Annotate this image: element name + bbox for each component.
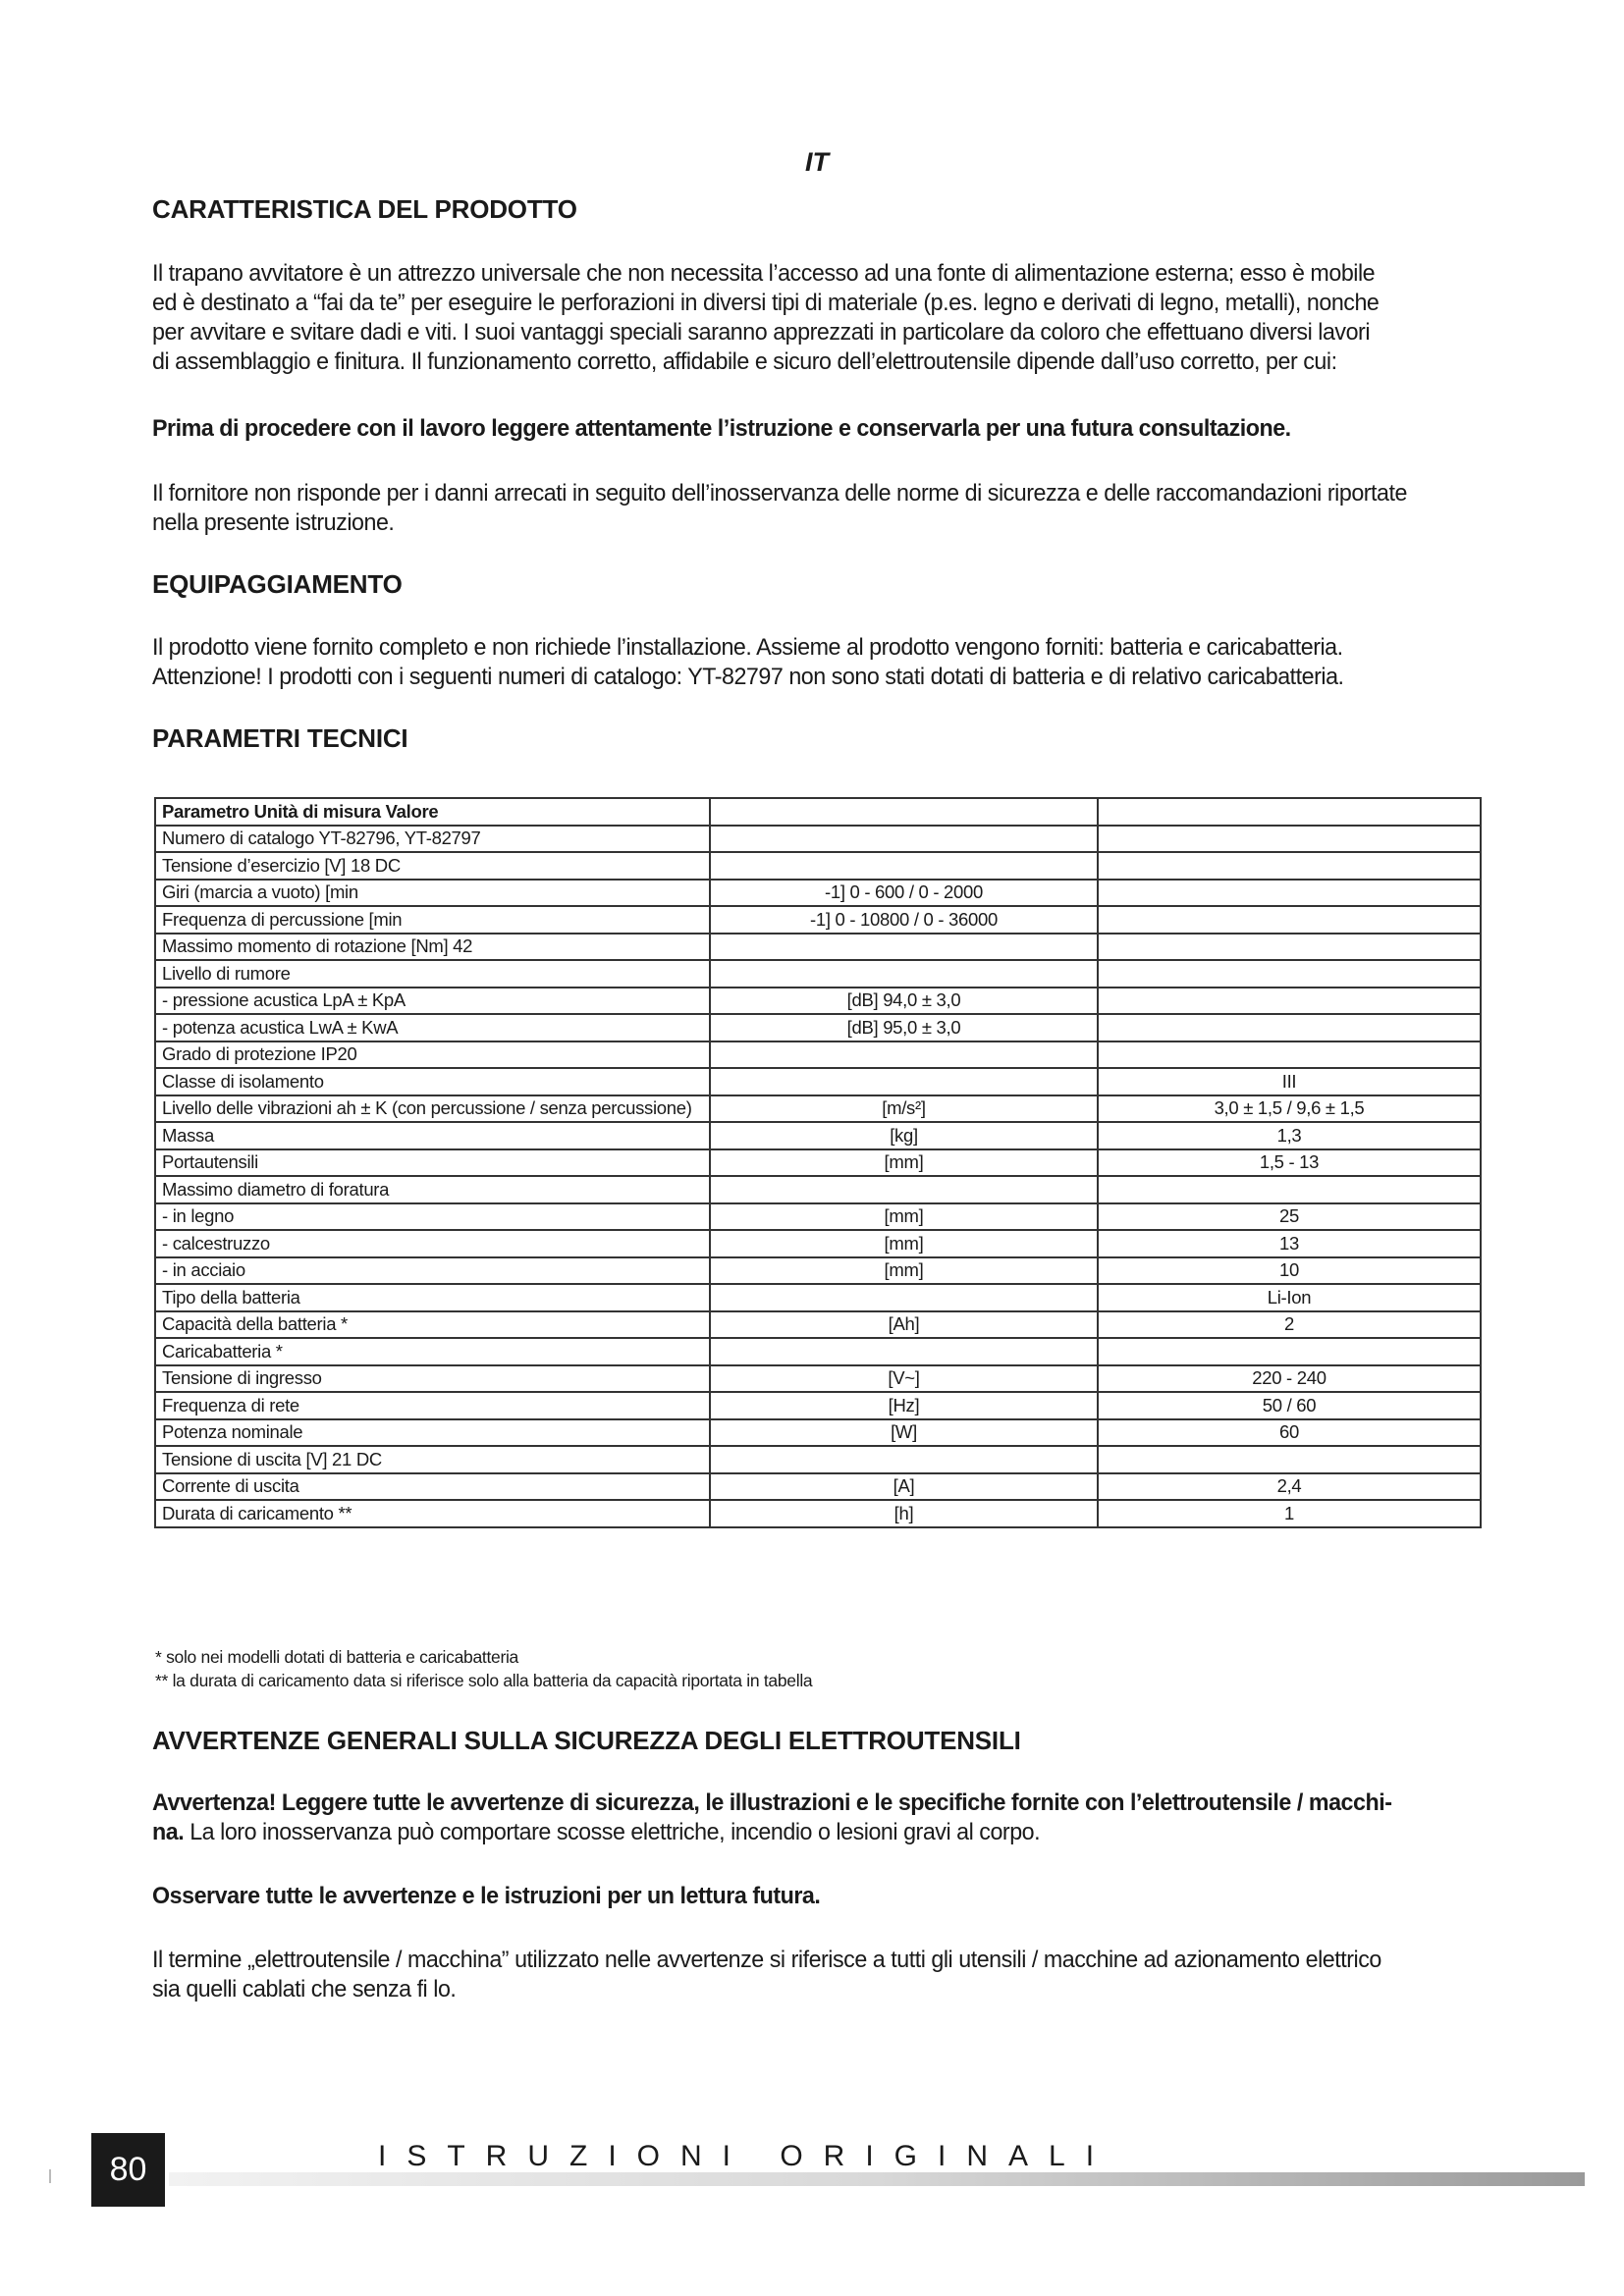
term-definition bbox=[152, 1946, 1421, 2004]
table-cell bbox=[1098, 960, 1481, 988]
observe-warnings: Osservare tutte le avvertenze e le istruzioni per un lettura futura. bbox=[152, 1883, 821, 1909]
table-cell bbox=[710, 852, 1098, 880]
table-cell: 1 bbox=[1098, 1500, 1481, 1527]
table-cell: Frequenza di percussione [min bbox=[155, 906, 710, 934]
table-cell: 2,4 bbox=[1098, 1473, 1481, 1501]
table-row bbox=[155, 1284, 1481, 1311]
section-title-safety: AVVERTENZE GENERALI SULLA SICUREZZA DEGLI ELETTROUTENSILI bbox=[152, 1726, 1021, 1755]
technical-parameters-table bbox=[154, 797, 1482, 1528]
table-cell: 1,5 - 13 bbox=[1098, 1149, 1481, 1177]
table-cell: [mm] bbox=[710, 1149, 1098, 1177]
table-row bbox=[155, 1338, 1481, 1365]
table-cell: [mm] bbox=[710, 1257, 1098, 1285]
text-line: Il prodotto viene fornito completo e non richiede l’installazione. Assieme al prodotto vengono forniti: batteria e caricabatteria. bbox=[152, 634, 1343, 661]
table-cell: - potenza acustica LwA ± KwA bbox=[155, 1014, 710, 1041]
table-row bbox=[155, 798, 1481, 826]
text-line: nella presente istruzione. bbox=[152, 509, 395, 536]
table-cell: 2 bbox=[1098, 1311, 1481, 1339]
text-line: Attenzione! I prodotti con i seguenti numeri di catalogo: YT-82797 non sono stati dotati di batteria e di relativo caricabatteria. bbox=[152, 664, 1344, 690]
table-cell bbox=[710, 1446, 1098, 1473]
table-row bbox=[155, 852, 1481, 880]
table-cell bbox=[710, 1338, 1098, 1365]
table-row bbox=[155, 1392, 1481, 1419]
table-row bbox=[155, 1446, 1481, 1473]
table-cell bbox=[1098, 852, 1481, 880]
table-cell bbox=[1098, 934, 1481, 961]
table-cell: Durata di caricamento ** bbox=[155, 1500, 710, 1527]
section-title-product: CARATTERISTICA DEL PRODOTTO bbox=[152, 194, 577, 224]
table-row bbox=[155, 1203, 1481, 1231]
table-cell: - in acciaio bbox=[155, 1257, 710, 1285]
table-row bbox=[155, 880, 1481, 907]
text-line: di assemblaggio e finitura. Il funzionamento corretto, affidabile e sicuro dell’elettroutensile dipende dall’uso corretto, per cui: bbox=[152, 348, 1337, 375]
table-cell: 220 - 240 bbox=[1098, 1365, 1481, 1393]
table-cell bbox=[1098, 798, 1481, 826]
text-line: Il fornitore non risponde per i danni arrecati in seguito dell’inosservanza delle norme di sicurezza e delle raccomandazioni riportate bbox=[152, 480, 1407, 507]
table-row bbox=[155, 826, 1481, 853]
product-description bbox=[152, 259, 1421, 377]
table-row bbox=[155, 1365, 1481, 1393]
table-cell: Massimo diametro di foratura bbox=[155, 1176, 710, 1203]
table-cell: [mm] bbox=[710, 1230, 1098, 1257]
table-cell bbox=[1098, 1446, 1481, 1473]
margin-tick bbox=[49, 2169, 51, 2183]
table-row bbox=[155, 1311, 1481, 1339]
table-row bbox=[155, 1068, 1481, 1095]
supplier-disclaimer bbox=[152, 479, 1421, 538]
table-cell bbox=[710, 1041, 1098, 1069]
section-title-equipment: EQUIPAGGIAMENTO bbox=[152, 569, 403, 599]
table-row bbox=[155, 1041, 1481, 1069]
table-cell: [W] bbox=[710, 1419, 1098, 1447]
table-cell: [kg] bbox=[710, 1122, 1098, 1149]
table-cell bbox=[1098, 1014, 1481, 1041]
table-cell bbox=[710, 1176, 1098, 1203]
table-cell: Tensione d’esercizio [V] 18 DC bbox=[155, 852, 710, 880]
table-cell bbox=[1098, 1041, 1481, 1069]
table-cell: [Ah] bbox=[710, 1311, 1098, 1339]
table-cell: Li-Ion bbox=[1098, 1284, 1481, 1311]
table-cell bbox=[710, 798, 1098, 826]
table-cell: [Hz] bbox=[710, 1392, 1098, 1419]
table-row bbox=[155, 1122, 1481, 1149]
table-row bbox=[155, 1473, 1481, 1501]
read-instructions-note: Prima di procedere con il lavoro leggere attentamente l’istruzione e conservarla per una futura consultazione. bbox=[152, 415, 1291, 442]
table-cell: Frequenza di rete bbox=[155, 1392, 710, 1419]
table-cell: 10 bbox=[1098, 1257, 1481, 1285]
table-cell: [h] bbox=[710, 1500, 1098, 1527]
table-cell bbox=[1098, 826, 1481, 853]
table-cell bbox=[1098, 1338, 1481, 1365]
table-cell: 50 / 60 bbox=[1098, 1392, 1481, 1419]
table-cell: - pressione acustica LpA ± KpA bbox=[155, 988, 710, 1015]
table-cell bbox=[710, 934, 1098, 961]
table-cell: III bbox=[1098, 1068, 1481, 1095]
table-row bbox=[155, 1176, 1481, 1203]
equipment-description bbox=[152, 633, 1421, 692]
text-line: sia quelli cablati che senza fi lo. bbox=[152, 1976, 457, 2002]
table-cell: Tensione di ingresso bbox=[155, 1365, 710, 1393]
table-cell: Capacità della batteria * bbox=[155, 1311, 710, 1339]
table-cell: [dB] 95,0 ± 3,0 bbox=[710, 1014, 1098, 1041]
table-cell: 60 bbox=[1098, 1419, 1481, 1447]
table-cell bbox=[1098, 988, 1481, 1015]
table-cell bbox=[710, 1284, 1098, 1311]
table-cell: Livello delle vibrazioni ah ± K (con percussione / senza percussione) bbox=[155, 1095, 710, 1123]
table-cell bbox=[1098, 880, 1481, 907]
table-cell: 1,3 bbox=[1098, 1122, 1481, 1149]
table-cell: - in legno bbox=[155, 1203, 710, 1231]
table-cell: Portautensili bbox=[155, 1149, 710, 1177]
table-cell: -1] 0 - 10800 / 0 - 36000 bbox=[710, 906, 1098, 934]
table-cell bbox=[710, 960, 1098, 988]
language-label: IT bbox=[805, 147, 829, 177]
table-row bbox=[155, 1149, 1481, 1177]
table-row bbox=[155, 1419, 1481, 1447]
table-cell: Massa bbox=[155, 1122, 710, 1149]
table-cell: Livello di rumore bbox=[155, 960, 710, 988]
text-line: ed è destinato a “fai da te” per eseguire le perforazioni in diversi tipi di materiale (p.es. legno e derivati di legno, metalli), nonche bbox=[152, 290, 1380, 316]
table-cell bbox=[710, 1068, 1098, 1095]
table-cell: -1] 0 - 600 / 0 - 2000 bbox=[710, 880, 1098, 907]
table-cell: Tensione di uscita [V] 21 DC bbox=[155, 1446, 710, 1473]
table-cell: [mm] bbox=[710, 1203, 1098, 1231]
table-cell bbox=[1098, 906, 1481, 934]
table-cell bbox=[710, 826, 1098, 853]
table-cell: 25 bbox=[1098, 1203, 1481, 1231]
text-line: per avvitare e svitare dadi e viti. I suoi vantaggi speciali saranno apprezzati in particolare da coloro che effettuano diversi lavori bbox=[152, 319, 1371, 346]
text-line: Il trapano avvitatore è un attrezzo universale che non necessita l’accesso ad una fonte di alimentazione esterna; esso è mobile bbox=[152, 260, 1376, 287]
table-cell: [A] bbox=[710, 1473, 1098, 1501]
table-cell: [V~] bbox=[710, 1365, 1098, 1393]
table-cell: Tipo della batteria bbox=[155, 1284, 710, 1311]
footnote-battery: * solo nei modelli dotati di batteria e caricabatteria bbox=[155, 1647, 518, 1667]
table-row bbox=[155, 960, 1481, 988]
table-row bbox=[155, 1257, 1481, 1285]
table-cell: Massimo momento di rotazione [Nm] 42 bbox=[155, 934, 710, 961]
table-cell: 13 bbox=[1098, 1230, 1481, 1257]
table-row bbox=[155, 988, 1481, 1015]
footer-title: ISTRUZIONI ORIGINALI bbox=[378, 2140, 1115, 2172]
table-cell: Numero di catalogo YT-82796, YT-82797 bbox=[155, 826, 710, 853]
table-row bbox=[155, 1014, 1481, 1041]
table-cell: Classe di isolamento bbox=[155, 1068, 710, 1095]
table-row bbox=[155, 1095, 1481, 1123]
warning-bold-line: Avvertenza! Leggere tutte le avvertenze di sicurezza, le illustrazioni e le specifiche fornite con l’elettroutensile / macchi- bbox=[152, 1789, 1392, 1816]
table-cell: Grado di protezione IP20 bbox=[155, 1041, 710, 1069]
section-title-technical: PARAMETRI TECNICI bbox=[152, 723, 408, 753]
table-cell bbox=[1098, 1176, 1481, 1203]
page-number: 80 bbox=[91, 2133, 165, 2207]
table-cell: - calcestruzzo bbox=[155, 1230, 710, 1257]
table-cell: Giri (marcia a vuoto) [min bbox=[155, 880, 710, 907]
table-cell: Parametro Unità di misura Valore bbox=[155, 798, 710, 826]
table-cell: Caricabatteria * bbox=[155, 1338, 710, 1365]
warning-rest: La loro inosservanza può comportare scosse elettriche, incendio o lesioni gravi al corpo. bbox=[184, 1819, 1041, 1845]
table-row bbox=[155, 1500, 1481, 1527]
safety-warning bbox=[152, 1789, 1421, 1847]
footnote-charging: ** la durata di caricamento data si riferisce solo alla batteria da capacità riportata in tabella bbox=[155, 1671, 813, 1690]
warning-bold-end: na. bbox=[152, 1819, 185, 1845]
table-row bbox=[155, 1230, 1481, 1257]
table-cell: Corrente di uscita bbox=[155, 1473, 710, 1501]
table-cell: 3,0 ± 1,5 / 9,6 ± 1,5 bbox=[1098, 1095, 1481, 1123]
text-line: Il termine „elettroutensile / macchina” utilizzato nelle avvertenze si riferisce a tutti gli utensili / macchine ad azionamento elettrico bbox=[152, 1947, 1381, 1973]
table-row bbox=[155, 906, 1481, 934]
table-cell: [m/s²] bbox=[710, 1095, 1098, 1123]
table-cell: Potenza nominale bbox=[155, 1419, 710, 1447]
table-row bbox=[155, 934, 1481, 961]
table-cell: [dB] 94,0 ± 3,0 bbox=[710, 988, 1098, 1015]
footer-gradient-bar bbox=[169, 2172, 1585, 2186]
